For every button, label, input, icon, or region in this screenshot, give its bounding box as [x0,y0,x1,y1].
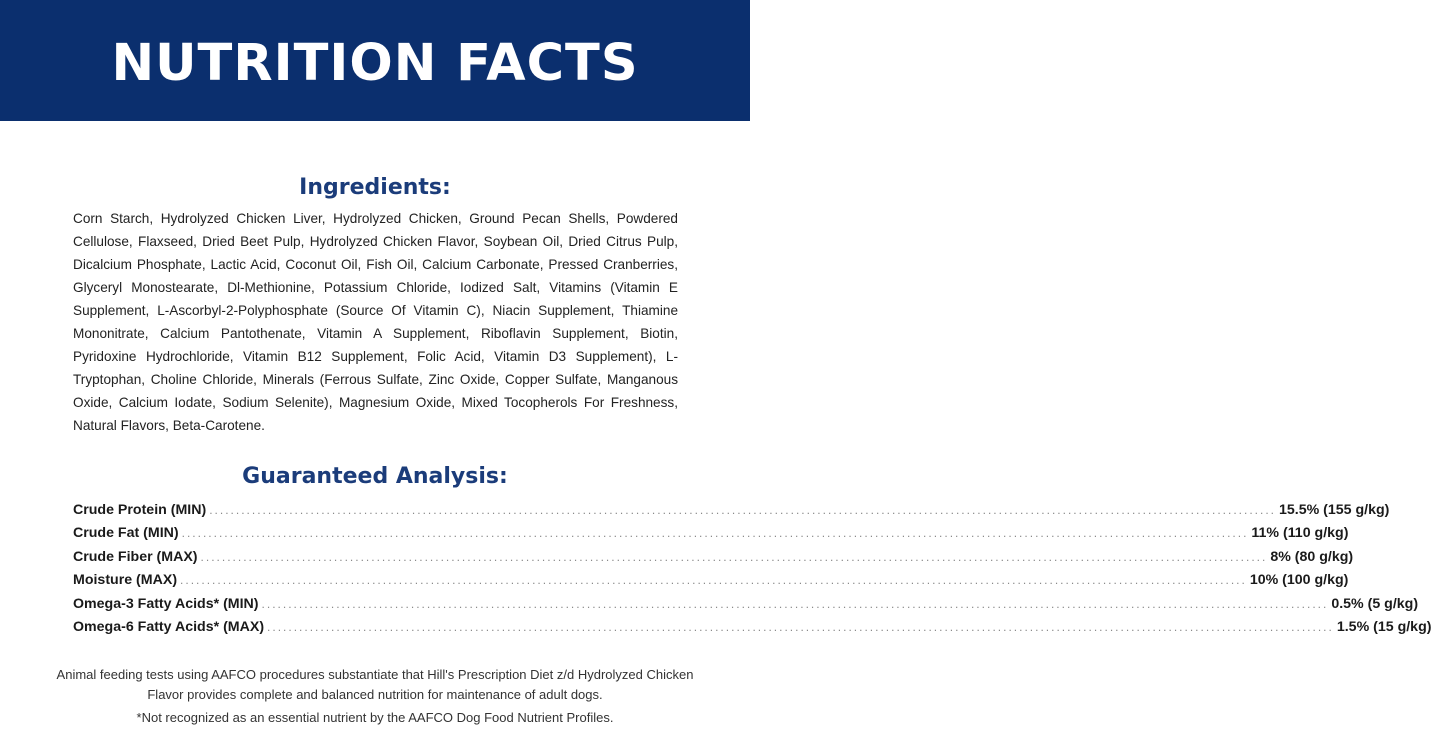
analysis-row-omega-3 [73,595,1419,619]
dot-leader: ........................................................................................................................................................................................................ [261,596,1329,611]
nutrition-facts-banner [0,0,750,121]
guaranteed-analysis-heading: Guaranteed Analysis: [242,464,508,489]
dot-leader: ........................................................................................................................................................................................................ [209,503,1276,517]
asterisk-footnote: *Not recognized as an essential nutrient by the AAFCO Dog Food Nutrient Profiles. [136,710,614,725]
analysis-row-moisture [73,572,1349,595]
analysis-row-crude-protein [73,502,1390,525]
nutrient-value: 1.5% (15 g/kg) [1336,618,1431,635]
dot-leader: ........................................................................................................................................................................................................ [267,619,1334,634]
ingredients-heading: Ingredients: [299,175,451,200]
analysis-row-crude-fat [73,525,1349,548]
banner-title: NUTRITION FACTS [111,34,639,93]
nutrient-name: Crude Fiber (MAX) [73,548,198,565]
nutrient-value: 10% (100 g/kg) [1249,572,1349,589]
ingredients-list: Corn Starch, Hydrolyzed Chicken Liver, Hydrolyzed Chicken, Ground Pecan Shells, Powdered Cellulose, Flaxseed, Dried Beet Pulp, Hydrolyzed Chicken Flavor, Soybean Oil, Dried Citrus Pulp, Dicalcium Phosphate, Lactic Acid, Coconut Oil, Fish Oil, Calcium Carbonate, Pressed Cranberries, Glyceryl Monostearate, Dl-Methionine, Potassium Chloride, Iodized Salt, Vitamins (Vitamin E Supplement, L-Ascorbyl-2-Polyphosphate (Source Of Vitamin C), Niacin Supplement, Thiamine Mononitrate, Calcium Pantothenate, Vitamin A Supplement, Riboflavin Supplement, Biotin, Pyridoxine Hydrochloride, Vitamin B12 Supplement, Folic Acid, Vitamin D3 Supplement), L-Tryptophan, Choline Chloride, Minerals (Ferrous Sulfate, Zinc Oxide, Copper Sulfate, Manganous Oxide, Calcium Iodate, Sodium Selenite), Magnesium Oxide, Mixed Tocopherols For Freshness, Natural Flavors, Beta-Carotene. [73,211,678,433]
analysis-row-crude-fiber [73,548,1354,572]
nutrient-value: 15.5% (155 g/kg) [1279,502,1390,518]
analysis-row-omega-6 [73,618,1431,642]
nutrient-name: Omega-3 Fatty Acids* (MIN) [73,595,259,612]
nutrient-value: 0.5% (5 g/kg) [1331,595,1419,612]
aafco-statement: Animal feeding tests using AAFCO procedures substantiate that Hill's Prescription Diet z/d Hydrolyzed Chicken Flavor provides complete and balanced nutrition for maintenance of adult dogs. [56,667,694,702]
dot-leader: ........................................................................................................................................................................................................ [200,549,1268,564]
dot-leader: ........................................................................................................................................................................................................ [181,526,1249,541]
nutrient-value: 11% (110 g/kg) [1251,525,1349,542]
nutrient-name: Moisture (MAX) [73,572,178,589]
guaranteed-analysis-table [73,502,1431,642]
nutrient-name: Omega-6 Fatty Acids* (MAX) [73,618,265,635]
nutrient-value: 8% (80 g/kg) [1270,548,1354,565]
dot-leader: ........................................................................................................................................................................................................ [180,573,1247,588]
nutrient-name: Crude Fat (MIN) [73,525,179,542]
nutrient-name: Crude Protein (MIN) [73,502,207,518]
